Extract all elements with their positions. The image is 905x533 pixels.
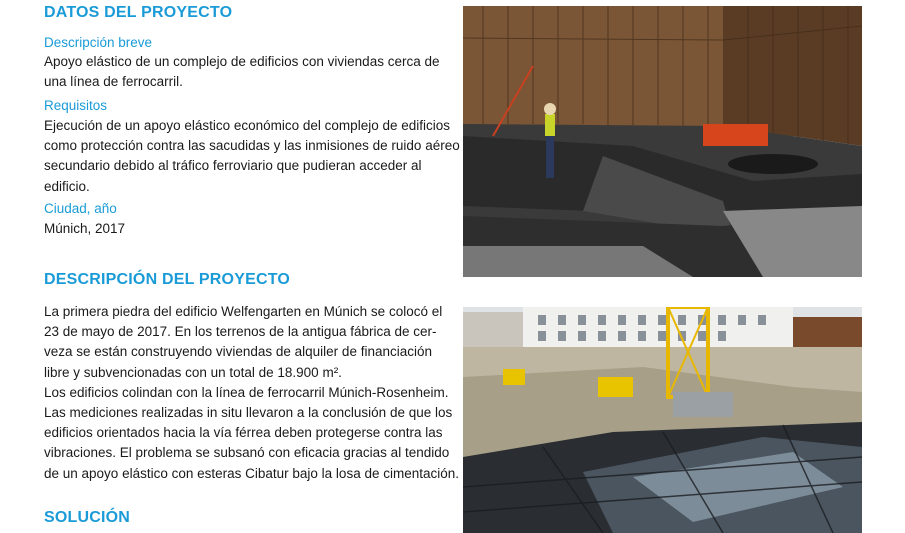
req-line: Ejecución de un apoyo elástico económico del complejo de edificios xyxy=(44,118,450,133)
descripcion-line: de un apoyo elástico con esteras Cibatur bajo la losa de cimentación. xyxy=(44,465,459,481)
city-value: Múnich, 2017 xyxy=(44,221,126,236)
desc-line: una línea de ferrocarril. xyxy=(44,74,183,90)
desc-label: Descripción breve xyxy=(44,35,153,50)
construction-site-crane-photo xyxy=(463,307,862,533)
req-line: secundario debido al tráfico ferroviario que pudieran acceder al xyxy=(44,158,422,174)
req-line: como protección contra las sacudidas y las inmisiones de ruido aéreo xyxy=(44,138,460,154)
city-label: Ciudad, año xyxy=(44,201,117,216)
desc-text xyxy=(44,52,444,92)
descripcion-line: veza se están construyendo viviendas de alquiler de financiación xyxy=(44,344,432,360)
descripcion-line: Las mediciones realizadas in situ llevaron a la conclusión de que los xyxy=(44,405,453,421)
descripcion-line: La primera piedra del edificio Welfengarten en Múnich se colocó el xyxy=(44,304,443,319)
descripcion-heading: DESCRIPCIÓN DEL PROYECTO xyxy=(44,271,291,288)
req-line: edificio. xyxy=(44,178,90,194)
descripcion-line: edificios orientados hacia la vía férrea deben protegerse contra las xyxy=(44,425,443,441)
req-label: Requisitos xyxy=(44,98,108,113)
descripcion-line: libre y subvencionadas con un total de 18.900 m². xyxy=(44,364,342,380)
descripcion-line: 23 de mayo de 2017. En los terrenos de la antigua fábrica de cer- xyxy=(44,324,437,340)
descripcion-line: Los edificios colindan con la línea de ferrocarril Múnich-Rosenheim. xyxy=(44,384,449,400)
desc-line: Apoyo elástico de un complejo de edificios con viviendas cerca de xyxy=(44,54,440,69)
construction-pit-mats-photo xyxy=(463,6,862,277)
solucion-heading: SOLUCIÓN xyxy=(44,509,131,526)
req-text xyxy=(44,116,460,197)
descripcion-text xyxy=(44,302,459,484)
descripcion-line: vibraciones. El problema se subsanó con eficacia gracias al tendido xyxy=(44,445,450,461)
datos-heading: DATOS DEL PROYECTO xyxy=(44,4,233,21)
